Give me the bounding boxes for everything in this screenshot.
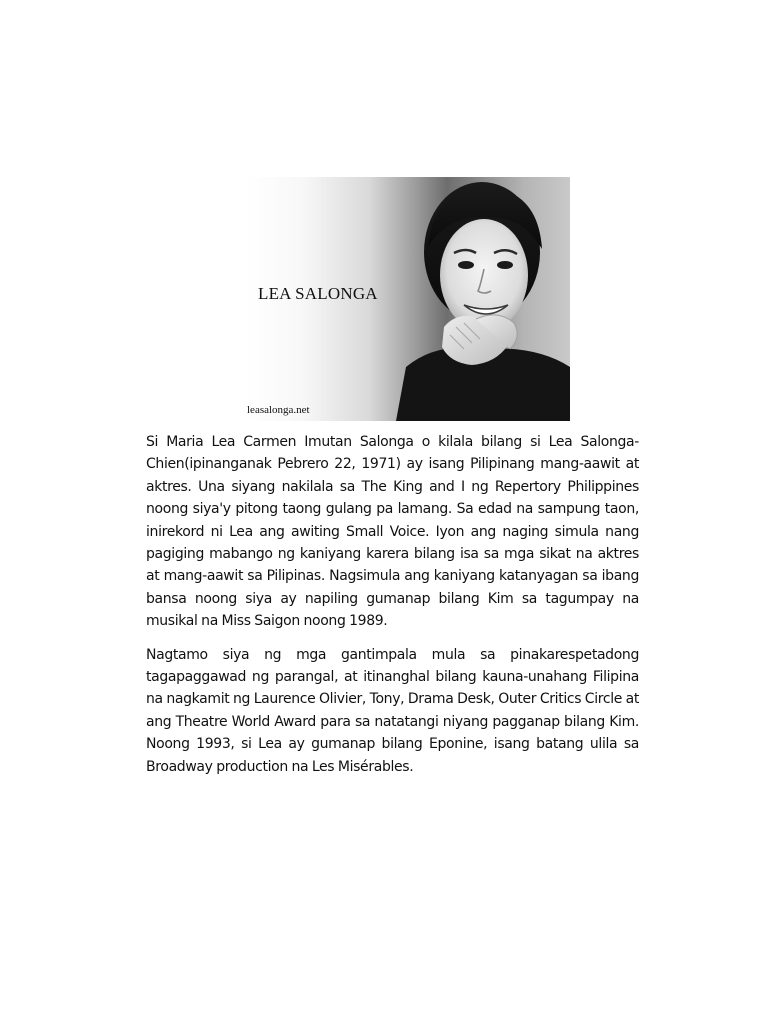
portrait-figure xyxy=(246,177,570,421)
figure-credit: leasalonga.net xyxy=(247,404,310,416)
paragraph-1: Si Maria Lea Carmen Imutan Salonga o kilala bilang si Lea Salonga-Chien(ipinanganak Pebrero 22, 1971) ay isang Pilipinang mang-aawit at aktres. Una siyang nakilala sa The King and I ng Repertory Philippines noong siya'y pitong taong gulang pa lamang. Sa edad na sampung taon, inirekord ni Lea ang awiting Small Voice. Iyon ang naging simula nang pagiging mabango ng kaniyang karera bilang isa sa mga sikat na aktres at mang-aawit sa Pilipinas. Nagsimula ang kaniyang katanyagan sa ibang bansa noong siya ay napiling gumanap bilang Kim sa tagumpay na musikal na Miss Saigon noong 1989. xyxy=(146,434,639,630)
paragraph-2: Nagtamo siya ng mga gantimpala mula sa pinakarespetadong tagapaggawad ng parangal, at itinanghal bilang kauna-unahang Filipina na nagkamit ng Laurence Olivier, Tony, Drama Desk, Outer Critics Circle at ang Theatre World Award para sa natatangi niyang pagganap bilang Kim. Noong 1993, si Lea ay gumanap bilang Eponine, isang batang ulila sa Broadway production na Les Misérables. xyxy=(146,646,639,775)
figure-title: LEA SALONGA xyxy=(258,284,378,303)
body-text xyxy=(146,431,639,789)
